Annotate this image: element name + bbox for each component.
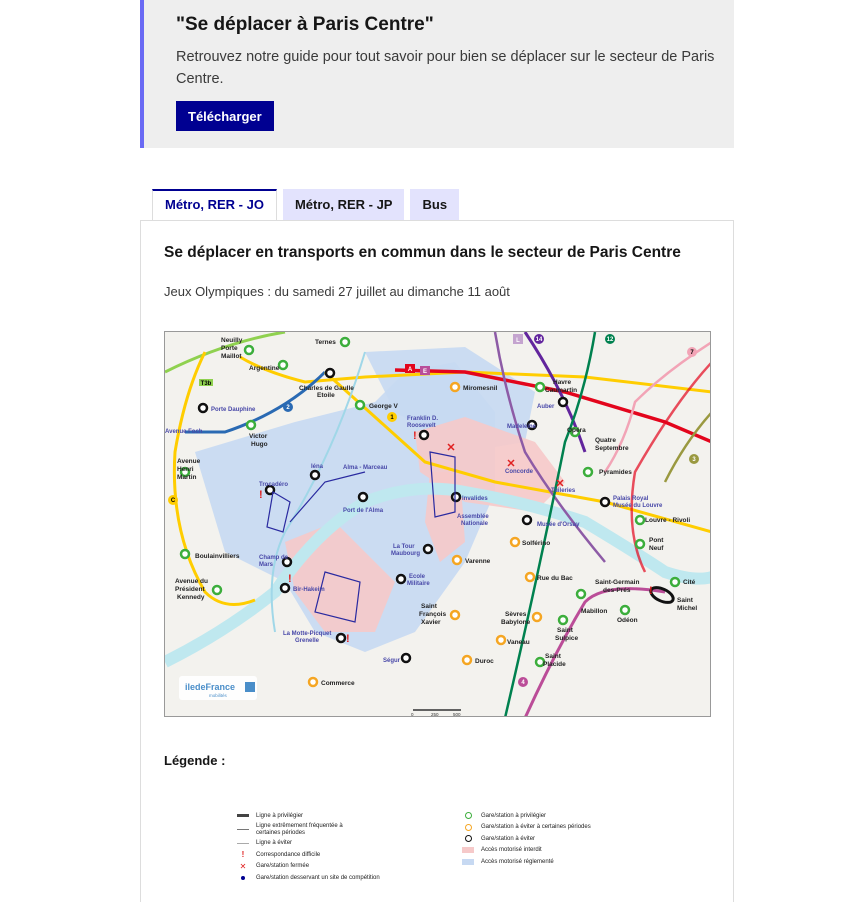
transport-map[interactable] — [164, 331, 711, 717]
svg-text:500: 500 — [453, 712, 461, 717]
svg-text:Assemblée: Assemblée — [457, 514, 489, 520]
svg-text:Avenue Foch: Avenue Foch — [165, 429, 203, 435]
legend-item: Gare/station à éviter à certaines périodes — [461, 823, 591, 833]
svg-text:0: 0 — [411, 712, 414, 717]
legend-item: Accès motorisé interdit — [461, 846, 591, 856]
circle-green-icon — [465, 812, 472, 819]
svg-text:Caumartin: Caumartin — [545, 387, 578, 394]
svg-text:3: 3 — [692, 457, 696, 463]
tab-bus[interactable]: Bus — [410, 189, 459, 221]
svg-text:Président: Président — [175, 586, 205, 593]
panel-title: Se déplacer en transports en commun dans le secteur de Paris Centre — [164, 244, 681, 261]
legend-item: ✕ Gare/station fermée — [236, 862, 380, 872]
svg-text:Charles de Gaulle: Charles de Gaulle — [299, 385, 354, 392]
tab-panel — [140, 220, 734, 902]
svg-text:Avenue: Avenue — [177, 458, 201, 465]
svg-text:Martin: Martin — [177, 474, 197, 481]
svg-text:250: 250 — [431, 712, 439, 717]
svg-text:Mars: Mars — [259, 562, 274, 568]
svg-text:Maubourg: Maubourg — [391, 551, 420, 557]
svg-text:12: 12 — [606, 337, 614, 343]
svg-text:Saint: Saint — [557, 627, 573, 634]
legend-item: Gare/station desservant un site de compétition — [236, 873, 380, 883]
svg-text:Madeleine: Madeleine — [507, 424, 537, 430]
svg-text:Henri: Henri — [177, 466, 194, 473]
svg-text:Sulpice: Sulpice — [555, 635, 579, 642]
download-title: "Se déplacer à Paris Centre" — [176, 14, 434, 35]
legend-item: Gare/station à éviter — [461, 834, 591, 844]
svg-text:Victor: Victor — [249, 433, 268, 440]
svg-text:Champ de: Champ de — [259, 555, 289, 561]
circle-black-icon — [465, 835, 472, 842]
svg-text:Septembre: Septembre — [595, 445, 629, 452]
svg-text:Pyramides: Pyramides — [599, 469, 632, 476]
svg-text:!: ! — [346, 633, 350, 645]
svg-text:Babylone: Babylone — [501, 619, 531, 626]
svg-text:Vaneau: Vaneau — [507, 639, 530, 646]
svg-text:Palais Royal: Palais Royal — [613, 496, 649, 502]
svg-text:Musée du Louvre: Musée du Louvre — [613, 503, 663, 509]
svg-text:Mabillon: Mabillon — [581, 608, 608, 615]
svg-text:Trocadéro: Trocadéro — [259, 482, 289, 488]
svg-text:Etoile: Etoile — [317, 392, 335, 399]
svg-text:Roosevelt: Roosevelt — [407, 423, 436, 429]
svg-text:Miromesnil: Miromesnil — [463, 385, 498, 392]
rect-pink-icon — [462, 847, 474, 853]
svg-text:Placide: Placide — [543, 661, 566, 668]
svg-text:14: 14 — [535, 337, 543, 343]
legend-item: Accès motorisé réglementé — [461, 857, 591, 867]
svg-text:!: ! — [259, 489, 263, 501]
svg-text:Xavier: Xavier — [421, 619, 441, 626]
svg-text:Nationale: Nationale — [461, 521, 489, 527]
svg-text:Saint: Saint — [545, 653, 561, 660]
svg-text:4: 4 — [521, 680, 525, 686]
svg-text:Saint-Germain: Saint-Germain — [595, 579, 640, 586]
svg-text:Rue du Bac: Rue du Bac — [537, 575, 573, 582]
svg-text:Grenelle: Grenelle — [295, 638, 320, 644]
svg-text:E: E — [422, 369, 428, 375]
svg-text:Solférino: Solférino — [522, 540, 551, 547]
panel-subtitle: Jeux Olympiques : du samedi 27 juillet au dimanche 11 août — [164, 284, 510, 299]
circle-orange-icon — [465, 824, 472, 831]
svg-text:!: ! — [649, 585, 653, 597]
svg-text:Concorde: Concorde — [505, 469, 534, 475]
svg-text:Cité: Cité — [683, 579, 696, 586]
svg-text:François: François — [419, 611, 447, 618]
legend-column-right — [461, 811, 591, 869]
exclamation-icon: ! — [241, 850, 245, 860]
svg-text:Militaire: Militaire — [407, 581, 430, 587]
svg-text:Pont: Pont — [649, 537, 664, 544]
rect-blue-icon — [462, 859, 474, 865]
svg-text:Odéon: Odéon — [617, 617, 638, 624]
legend-column-left — [236, 811, 380, 885]
svg-text:Ecole: Ecole — [409, 574, 426, 580]
svg-text:1: 1 — [390, 415, 394, 421]
svg-text:Saint: Saint — [677, 597, 693, 604]
download-description: Retrouvez notre guide pour tout savoir pour bien se déplacer sur le secteur de Paris Centre. — [176, 49, 715, 87]
svg-text:2: 2 — [286, 405, 290, 411]
svg-text:La Tour: La Tour — [393, 544, 415, 550]
svg-text:T3b: T3b — [200, 381, 212, 387]
svg-text:Commerce: Commerce — [321, 680, 355, 687]
line-thin-icon — [237, 843, 249, 844]
svg-text:Michel: Michel — [677, 605, 698, 612]
legend-item: ! Correspondance difficile — [236, 850, 380, 860]
svg-text:Opéra: Opéra — [567, 427, 586, 434]
transport-tabs — [152, 189, 459, 221]
line-thick-icon — [237, 814, 249, 817]
svg-text:Auber: Auber — [537, 404, 555, 410]
svg-text:La Motte-Picquet: La Motte-Picquet — [283, 631, 332, 637]
svg-text:mobilités: mobilités — [209, 693, 227, 698]
map-logo-text: iledeFrance — [185, 682, 236, 692]
legend-item: Ligne à éviter — [256, 840, 293, 847]
svg-text:C: C — [170, 498, 176, 504]
svg-text:Porte Dauphine: Porte Dauphine — [211, 407, 256, 413]
dot-icon — [241, 876, 245, 880]
tab-metro-rer-jo[interactable]: Métro, RER - JO — [152, 189, 277, 222]
svg-text:Varenne: Varenne — [465, 558, 491, 565]
legend-title: Légende : — [164, 753, 226, 768]
svg-text:Argentine: Argentine — [249, 365, 280, 372]
svg-text:Duroc: Duroc — [475, 658, 494, 665]
map-svg — [165, 332, 711, 717]
svg-text:Porte: Porte — [221, 345, 238, 352]
svg-text:Tuileries: Tuileries — [551, 488, 576, 494]
svg-text:Invalides: Invalides — [462, 496, 488, 502]
svg-text:Musée d'Orsay: Musée d'Orsay — [537, 522, 580, 528]
svg-text:Ternes: Ternes — [315, 339, 336, 346]
svg-text:George V: George V — [369, 403, 398, 410]
line-medium-icon — [237, 829, 249, 831]
svg-text:7: 7 — [690, 350, 694, 356]
svg-text:Avenue du: Avenue du — [175, 578, 208, 585]
svg-text:L: L — [516, 338, 520, 344]
svg-text:A: A — [407, 367, 413, 373]
tab-metro-rer-jp[interactable]: Métro, RER - JP — [283, 189, 405, 221]
svg-text:Boulainvilliers: Boulainvilliers — [195, 553, 240, 560]
svg-text:Hugo: Hugo — [251, 441, 268, 448]
svg-text:Kennedy: Kennedy — [177, 594, 205, 601]
svg-text:Neuilly: Neuilly — [221, 337, 243, 344]
svg-text:Quatre: Quatre — [595, 437, 616, 444]
legend-item: Ligne à privilégier — [236, 811, 380, 821]
legend-item: Gare/station à privilégier — [461, 811, 591, 821]
svg-text:Alma - Marceau: Alma - Marceau — [343, 465, 388, 471]
svg-text:Saint: Saint — [421, 603, 437, 610]
svg-text:Franklin D.: Franklin D. — [407, 416, 439, 422]
svg-text:Port de l'Alma: Port de l'Alma — [343, 508, 384, 514]
svg-text:Sèvres: Sèvres — [505, 611, 527, 618]
svg-text:!: ! — [288, 573, 292, 585]
cross-icon: ✕ — [239, 861, 247, 871]
svg-text:!: ! — [413, 430, 417, 442]
svg-text:Iéna: Iéna — [311, 464, 324, 470]
svg-text:Louvre - Rivoli: Louvre - Rivoli — [645, 517, 691, 524]
svg-text:Havre: Havre — [553, 379, 572, 386]
download-card — [140, 0, 734, 148]
svg-text:Maillot: Maillot — [221, 353, 242, 360]
svg-text:des-Prés: des-Prés — [603, 587, 631, 594]
svg-text:Bir-Hakeim: Bir-Hakeim — [293, 587, 325, 593]
legend-item: Ligne extrêmement fréquentée à certaines périodes — [236, 823, 380, 837]
svg-text:Ségur: Ségur — [383, 658, 401, 664]
svg-text:Neuf: Neuf — [649, 545, 664, 552]
download-button[interactable]: Télécharger — [176, 101, 274, 131]
